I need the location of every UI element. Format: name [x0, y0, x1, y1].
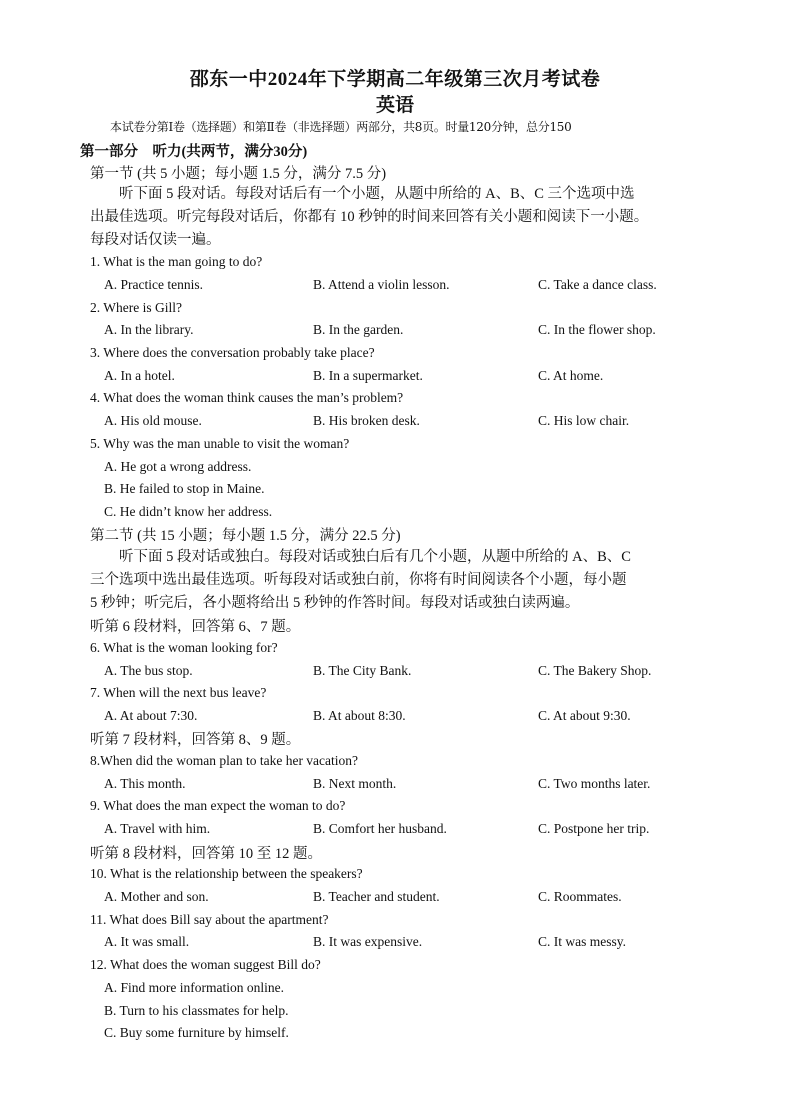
section1-line-3: 每段对话仅读一遍。 — [90, 232, 221, 248]
q7-option-c: C. At about 9:30. — [538, 708, 631, 723]
exam-note: 本试卷分第Ⅰ卷（选择题）和第Ⅱ卷（非选择题）两部分，共8页。时量120分钟，总分150 — [110, 120, 572, 134]
q5-option-c: C. He didn’t know her address. — [104, 504, 273, 519]
q9-option-a: A. Travel with him. — [104, 821, 211, 836]
question-1: 1. What is the man going to do? — [90, 254, 263, 269]
question-2: 2. Where is Gill? — [90, 300, 182, 315]
question-4: 4. What does the woman think causes the man’s problem? — [90, 390, 404, 405]
question-3: 3. Where does the conversation probably take place? — [90, 345, 375, 360]
q1-option-a: A. Practice tennis. — [104, 277, 203, 292]
q11-option-c: C. It was messy. — [538, 934, 626, 949]
q11-option-b: B. It was expensive. — [313, 934, 423, 949]
question-7: 7. When will the next bus leave? — [90, 685, 267, 700]
q1-option-c: C. Take a dance class. — [538, 277, 657, 292]
q2-option-b: B. In the garden. — [313, 322, 404, 337]
q7-option-b: B. At about 8:30. — [313, 708, 406, 723]
q2-option-a: A. In the library. — [104, 322, 194, 337]
q12-option-c: C. Buy some furniture by himself. — [104, 1025, 289, 1040]
part1-title: 第一部分 听力(共两节，满分30分) — [80, 144, 308, 160]
exam-subject: 英语 — [375, 95, 414, 116]
q7-option-a: A. At about 7:30. — [104, 708, 198, 723]
section1-heading: 第一节 (共 5 小题；每小题 1.5 分，满分 7.5 分) — [90, 166, 387, 182]
question-12: 12. What does the woman suggest Bill do? — [90, 957, 321, 972]
q1-option-b: B. Attend a violin lesson. — [313, 277, 450, 292]
q4-option-b: B. His broken desk. — [313, 413, 420, 428]
q8-option-c: C. Two months later. — [538, 776, 651, 791]
q9-option-b: B. Comfort her husband. — [313, 821, 447, 836]
material-6-instruction: 听第 6 段材料，回答第 6、7 题。 — [90, 619, 301, 635]
q5-option-b: B. He failed to stop in Maine. — [104, 481, 265, 496]
q10-option-a: A. Mother and son. — [104, 889, 209, 904]
q11-option-a: A. It was small. — [104, 934, 190, 949]
q8-option-a: A. This month. — [104, 776, 186, 791]
q12-option-b: B. Turn to his classmates for help. — [104, 1003, 289, 1018]
q10-option-c: C. Roommates. — [538, 889, 622, 904]
section2-heading: 第二节 (共 15 小题；每小题 1.5 分，满分 22.5 分) — [90, 528, 401, 544]
question-8: 8.When did the woman plan to take her vacation? — [90, 753, 359, 768]
material-7-instruction: 听第 7 段材料，回答第 8、9 题。 — [90, 732, 301, 748]
q9-option-c: C. Postpone her trip. — [538, 821, 650, 836]
q4-option-c: C. His low chair. — [538, 413, 630, 428]
q3-option-a: A. In a hotel. — [104, 368, 175, 383]
q2-option-c: C. In the flower shop. — [538, 322, 656, 337]
question-5: 5. Why was the man unable to visit the woman? — [90, 436, 350, 451]
q4-option-a: A. His old mouse. — [104, 413, 202, 428]
question-11: 11. What does Bill say about the apartment? — [90, 912, 329, 927]
q8-option-b: B. Next month. — [313, 776, 397, 791]
q3-option-c: C. At home. — [538, 368, 604, 383]
question-6: 6. What is the woman looking for? — [90, 640, 278, 655]
material-8-instruction: 听第 8 段材料，回答第 10 至 12 题。 — [90, 846, 322, 862]
question-10: 10. What is the relationship between the speakers? — [90, 866, 363, 881]
q3-option-b: B. In a supermarket. — [313, 368, 423, 383]
q12-option-a: A. Find more information online. — [104, 980, 284, 995]
section2-line-1: 听下面 5 段对话或独白。每段对话或独白后有几个小题，从题中所给的 A、B、C — [90, 549, 631, 565]
q6-option-a: A. The bus stop. — [104, 663, 193, 678]
q5-option-a: A. He got a wrong address. — [104, 459, 252, 474]
exam-title: 邵东一中2024年下学期高二年级第三次月考试卷 — [189, 69, 601, 90]
section2-line-3: 5 秒钟；听完后，各小题将给出 5 秒钟的作答时间。每段对话或独白读两遍。 — [90, 595, 580, 611]
section1-line-2: 出最佳选项。听完每段对话后，你都有 10 秒钟的时间来回答有关小题和阅读下一小题。 — [90, 209, 649, 225]
q6-option-c: C. The Bakery Shop. — [538, 663, 652, 678]
section1-line-1: 听下面 5 段对话。每段对话后有一个小题，从题中所给的 A、B、C 三个选项中选 — [90, 186, 635, 202]
q6-option-b: B. The City Bank. — [313, 663, 412, 678]
question-9: 9. What does the man expect the woman to do? — [90, 798, 346, 813]
q10-option-b: B. Teacher and student. — [313, 889, 440, 904]
section2-line-2: 三个选项中选出最佳选项。听每段对话或独白前，你将有时间阅读各个小题，每小题 — [90, 572, 627, 588]
